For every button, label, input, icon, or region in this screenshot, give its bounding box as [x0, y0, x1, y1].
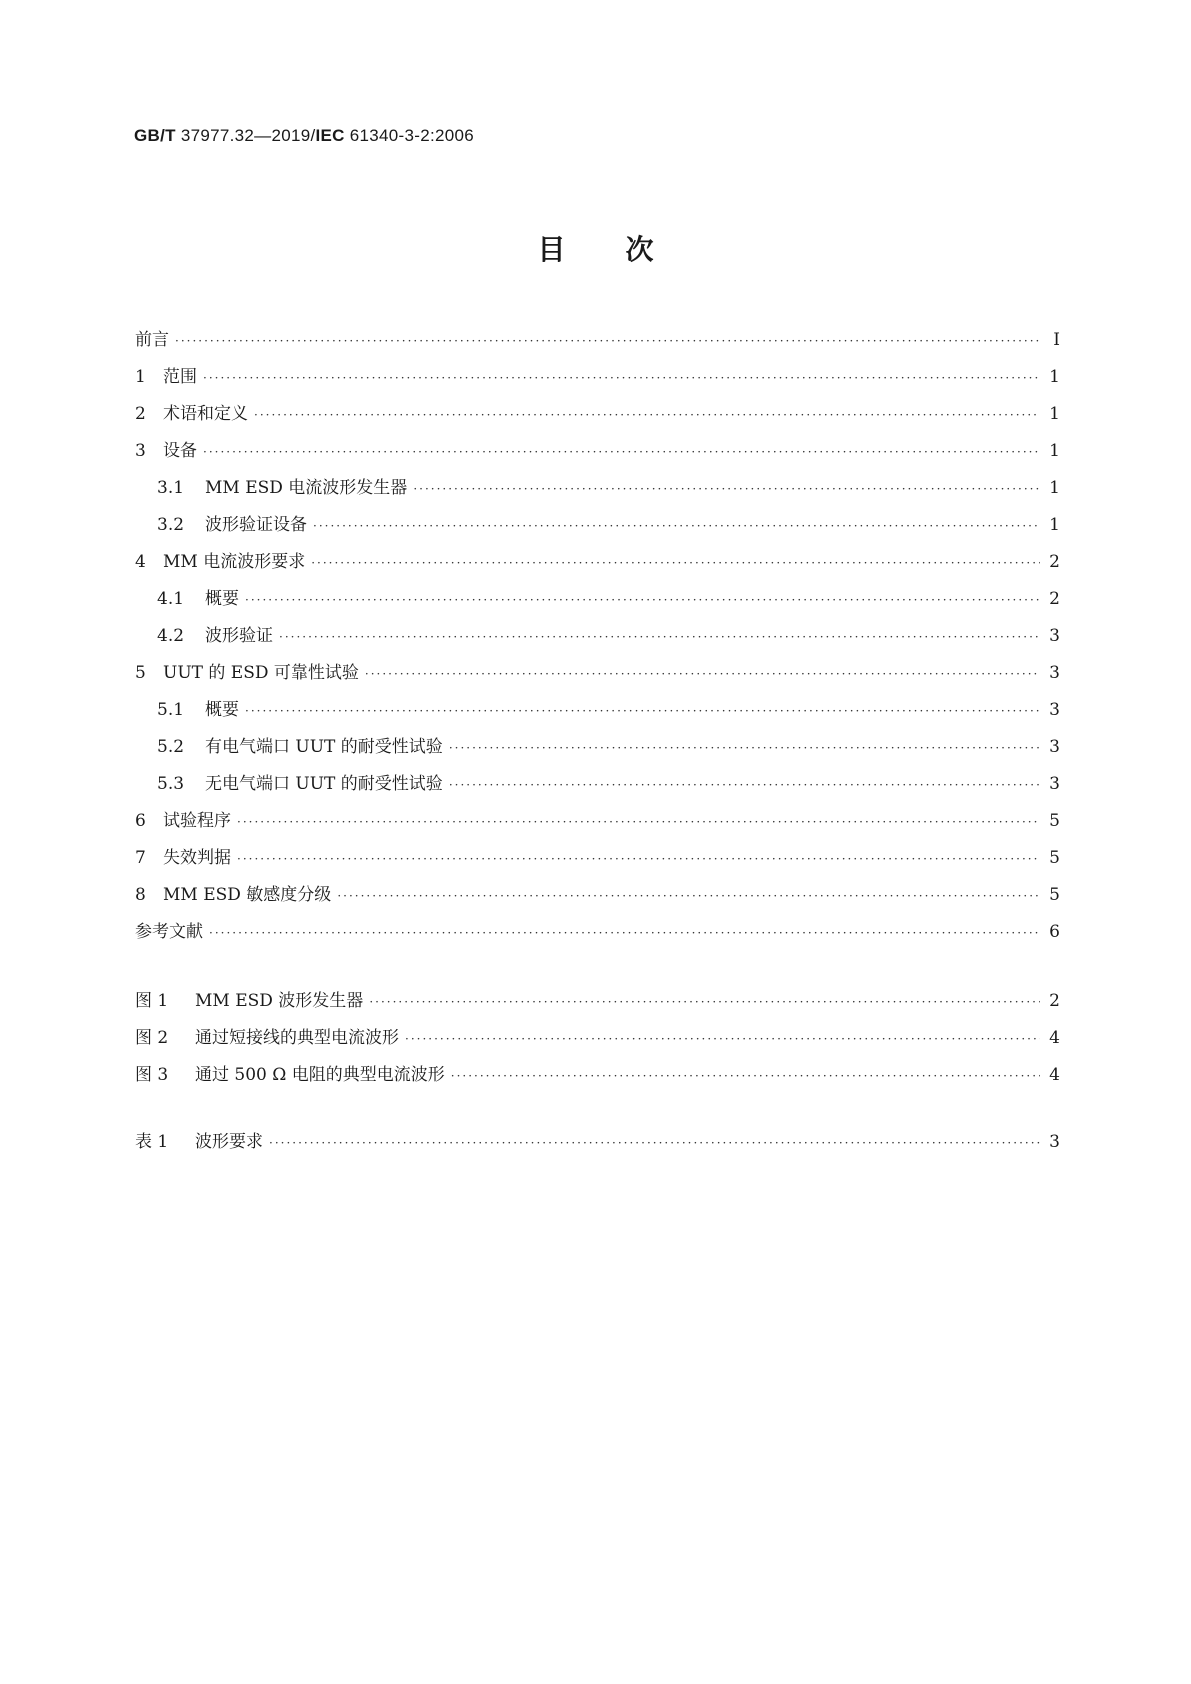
- toc-entry-label: MM 电流波形要求: [163, 552, 306, 572]
- toc-entry-page: 3: [1049, 663, 1060, 683]
- toc-entry-number: 4.1: [157, 589, 185, 609]
- standard-header: [134, 126, 474, 146]
- toc-entry-label: 前言: [135, 330, 169, 350]
- figure-number: 图 2: [135, 1028, 169, 1048]
- leader-dots: [269, 1136, 1040, 1150]
- toc-entry[interactable]: [135, 362, 1060, 399]
- figure-page: 2: [1049, 991, 1060, 1011]
- leader-dots: [365, 667, 1040, 681]
- leader-dots: [337, 889, 1040, 903]
- toc-entry[interactable]: [135, 917, 1060, 954]
- leader-dots: [405, 1032, 1040, 1046]
- toc-entry[interactable]: [135, 806, 1060, 843]
- leader-dots: [203, 445, 1040, 459]
- table-number: 表 1: [135, 1132, 169, 1152]
- leader-dots: [175, 334, 1040, 348]
- section-gap: [135, 1097, 1060, 1127]
- toc-entry-number: 6: [135, 811, 146, 831]
- toc-entry-page: 5: [1049, 848, 1060, 868]
- leader-dots: [449, 778, 1040, 792]
- toc-entry-number: 8: [135, 885, 146, 905]
- leader-dots: [209, 926, 1040, 940]
- standard-number: 37977.32—2019/: [180, 126, 316, 145]
- toc-entry-label: 波形验证设备: [205, 515, 307, 535]
- figure-entry[interactable]: [135, 1060, 1060, 1097]
- toc-entry[interactable]: [135, 584, 1060, 621]
- leader-dots: [311, 556, 1040, 570]
- toc-entry-label: 范围: [163, 367, 197, 387]
- toc-entry-page: 1: [1049, 404, 1060, 424]
- toc-entry-label: 概要: [205, 700, 239, 720]
- figure-label: MM ESD 波形发生器: [195, 991, 364, 1011]
- toc-entry-page: 5: [1049, 885, 1060, 905]
- toc-entry[interactable]: [135, 510, 1060, 547]
- toc-entry-label: MM ESD 电流波形发生器: [205, 478, 408, 498]
- figure-page: 4: [1049, 1065, 1060, 1085]
- toc-entry-label: 设备: [163, 441, 197, 461]
- figure-number: 图 3: [135, 1065, 169, 1085]
- toc-entry-label: 波形验证: [205, 626, 273, 646]
- figure-number: 图 1: [135, 991, 169, 1011]
- leader-dots: [245, 593, 1040, 607]
- toc-entry-number: 3: [135, 441, 146, 461]
- toc-entry-number: 5.1: [157, 700, 185, 720]
- leader-dots: [369, 995, 1040, 1009]
- table-entry[interactable]: [135, 1127, 1060, 1164]
- toc-entry-number: 4: [135, 552, 146, 572]
- leader-dots: [449, 741, 1040, 755]
- leader-dots: [279, 630, 1040, 644]
- toc-entry-page: 3: [1049, 737, 1060, 757]
- toc-entry-number: 5.2: [157, 737, 185, 757]
- leader-dots: [237, 852, 1040, 866]
- toc-entry-number: 5: [135, 663, 146, 683]
- toc-entry-label: 参考文献: [135, 922, 203, 942]
- table-of-contents: [135, 325, 1060, 1164]
- iec-number: 61340-3-2:2006: [349, 126, 475, 145]
- figure-label: 通过短接线的典型电流波形: [195, 1028, 399, 1048]
- toc-entry-page: 3: [1049, 626, 1060, 646]
- toc-entry[interactable]: [135, 399, 1060, 436]
- toc-entry[interactable]: [135, 658, 1060, 695]
- leader-dots: [254, 408, 1040, 422]
- toc-entry-label: 术语和定义: [163, 404, 248, 424]
- toc-entry[interactable]: [135, 880, 1060, 917]
- figure-label: 通过 500 Ω 电阻的典型电流波形: [195, 1065, 445, 1085]
- toc-entry[interactable]: [135, 843, 1060, 880]
- toc-entry[interactable]: [135, 473, 1060, 510]
- toc-entry-page: 1: [1049, 515, 1060, 535]
- toc-entry-number: 2: [135, 404, 146, 424]
- toc-entry-page: 6: [1049, 922, 1060, 942]
- toc-entry-number: 5.3: [157, 774, 185, 794]
- leader-dots: [313, 519, 1040, 533]
- table-label: 波形要求: [195, 1132, 263, 1152]
- figure-page: 4: [1049, 1028, 1060, 1048]
- toc-entry-page: 3: [1049, 700, 1060, 720]
- toc-entry-page: 3: [1049, 774, 1060, 794]
- toc-entry-page: 5: [1049, 811, 1060, 831]
- toc-entry-label: 试验程序: [163, 811, 231, 831]
- leader-dots: [413, 482, 1040, 496]
- toc-entry[interactable]: [135, 695, 1060, 732]
- toc-entry-page: 2: [1049, 589, 1060, 609]
- figure-entry[interactable]: [135, 986, 1060, 1023]
- toc-entry-label: 有电气端口 UUT 的耐受性试验: [205, 737, 443, 757]
- toc-entry-label: 无电气端口 UUT 的耐受性试验: [205, 774, 443, 794]
- toc-entry-number: 3.2: [157, 515, 185, 535]
- section-gap: [135, 954, 1060, 986]
- toc-entry-number: 3.1: [157, 478, 185, 498]
- toc-entry-number: 1: [135, 367, 146, 387]
- toc-entry[interactable]: [135, 325, 1060, 362]
- leader-dots: [245, 704, 1040, 718]
- toc-entry-number: 7: [135, 848, 146, 868]
- toc-entry-number: 4.2: [157, 626, 185, 646]
- toc-entry-page: 2: [1049, 552, 1060, 572]
- toc-entry-label: UUT 的 ESD 可靠性试验: [163, 663, 359, 683]
- toc-entry-label: 概要: [205, 589, 239, 609]
- page-title: 目次: [537, 233, 714, 266]
- iec-prefix: IEC: [315, 126, 345, 145]
- table-page: 3: [1049, 1132, 1060, 1152]
- toc-entry-page: 1: [1049, 441, 1060, 461]
- toc-entry[interactable]: [135, 547, 1060, 584]
- toc-entry-page: 1: [1049, 478, 1060, 498]
- toc-entry-label: MM ESD 敏感度分级: [163, 885, 332, 905]
- toc-entry-label: 失效判据: [163, 848, 231, 868]
- toc-entry[interactable]: [135, 436, 1060, 473]
- leader-dots: [451, 1069, 1040, 1083]
- standard-prefix: GB/T: [134, 126, 176, 145]
- toc-entry-page: Ⅰ: [1053, 330, 1060, 350]
- toc-entry[interactable]: [135, 621, 1060, 658]
- toc-entry-page: 1: [1049, 367, 1060, 387]
- figure-entry[interactable]: [135, 1023, 1060, 1060]
- toc-entry[interactable]: [135, 769, 1060, 806]
- leader-dots: [203, 371, 1040, 385]
- leader-dots: [237, 815, 1040, 829]
- toc-entry[interactable]: [135, 732, 1060, 769]
